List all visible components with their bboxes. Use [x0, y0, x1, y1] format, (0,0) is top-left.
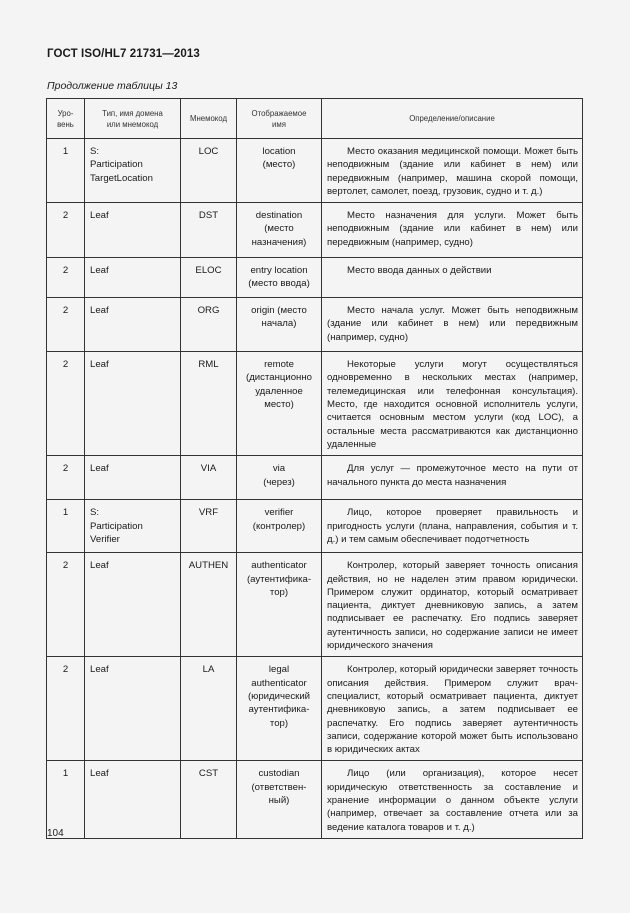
cell-type: Leaf [85, 352, 181, 456]
cell-display-name: via (через) [237, 456, 322, 500]
table-caption: Продолжение таблицы 13 [47, 80, 178, 92]
cell-definition: Место оказания медицинской помощи. Может быть неподвижным (здание или кабинет в нем) или передвижным (например, машина скорой помощи, вертолет, самолет, поезд, грузовик, судно и т. д.) [322, 139, 583, 203]
table-row [47, 456, 583, 500]
cell-display-name: authenticator (аутентифика- тор) [237, 553, 322, 657]
cell-type: Leaf [85, 456, 181, 500]
cell-definition: Место начала услуг. Может быть неподвижным (здание или кабинет в нем) или передвижным (например, судно) [322, 298, 583, 352]
cell-mnemonic: VRF [181, 500, 237, 553]
cell-definition: Место назначения для услуги. Может быть неподвижным (здание или кабинет в нем) или передвижным (например, судно) [322, 203, 583, 258]
cell-level: 2 [47, 203, 85, 258]
cell-definition: Место ввода данных о действии [322, 258, 583, 298]
header-mnemonic: Мнемокод [181, 99, 237, 139]
table-row [47, 500, 583, 553]
cell-definition: Для услуг — промежуточное место на пути от начального пункта до места назначения [322, 456, 583, 500]
cell-level: 1 [47, 139, 85, 203]
cell-display-name: location (место) [237, 139, 322, 203]
cell-mnemonic: CST [181, 761, 237, 838]
table-row [47, 761, 583, 838]
codes-table [46, 98, 583, 839]
cell-type: Leaf [85, 298, 181, 352]
table-row [47, 352, 583, 456]
header-definition: Определение/описание [322, 99, 583, 139]
cell-mnemonic: VIA [181, 456, 237, 500]
cell-display-name: custodian (ответствен- ный) [237, 761, 322, 838]
cell-definition: Лицо, которое проверяет правильность и пригодность услуги (плана, направления, события и т. д.) и тем самым обеспечивает подотчетность [322, 500, 583, 553]
table-row [47, 203, 583, 258]
header-display-name: Отображаемое имя [237, 99, 322, 139]
cell-level: 2 [47, 456, 85, 500]
cell-type: Leaf [85, 258, 181, 298]
cell-level: 1 [47, 761, 85, 838]
cell-mnemonic: LOC [181, 139, 237, 203]
header-level: Уро- вень [47, 99, 85, 139]
table-row [47, 657, 583, 761]
cell-definition: Контролер, который заверяет точность описания действия, но не наделен этим правом юридически. Примером служит ординатор, который осматривает пациента, диктует дневниковую запись, а затем подписывает ее распечатку. Его подпись заверяет аутентичность записи, но содержание записи не имеет юридического значения [322, 553, 583, 657]
cell-type: Leaf [85, 761, 181, 838]
cell-display-name: verifier (контролер) [237, 500, 322, 553]
cell-type: Leaf [85, 657, 181, 761]
page-number: 104 [47, 828, 64, 839]
cell-level: 1 [47, 500, 85, 553]
cell-level: 2 [47, 258, 85, 298]
table-row [47, 553, 583, 657]
cell-level: 2 [47, 657, 85, 761]
cell-level: 2 [47, 298, 85, 352]
cell-mnemonic: AUTHEN [181, 553, 237, 657]
cell-definition: Контролер, который юридически заверяет точность описания действия. Примером служит врач-специалист, который осматривает пациента, диктует дневниковую запись, а затем подписывает ее распечатку. Его подпись заверяет аутентичность записи, содержание которой может быть использовано в юридических актах [322, 657, 583, 761]
cell-display-name: origin (место начала) [237, 298, 322, 352]
document-header: ГОСТ ISO/HL7 21731—2013 [47, 48, 200, 60]
table-row [47, 298, 583, 352]
header-type: Тип, имя домена или мнемокод [85, 99, 181, 139]
cell-mnemonic: LA [181, 657, 237, 761]
cell-level: 2 [47, 553, 85, 657]
cell-type: Leaf [85, 203, 181, 258]
cell-mnemonic: ELOC [181, 258, 237, 298]
cell-type: Leaf [85, 553, 181, 657]
table-row [47, 258, 583, 298]
cell-type: S: Participation TargetLocation [85, 139, 181, 203]
cell-definition: Некоторые услуги могут осуществляться одновременно в нескольких местах (например, телемедицинская или телефонная консультация). Место, где находится основной исполнитель услуги, считается основным местом услуги (код LOC), а остальные места рассматриваются как дистанционно удаленные [322, 352, 583, 456]
cell-type: S: Participation Verifier [85, 500, 181, 553]
cell-display-name: entry location (место ввода) [237, 258, 322, 298]
cell-mnemonic: RML [181, 352, 237, 456]
table-row [47, 139, 583, 203]
table-body [47, 139, 583, 839]
cell-definition: Лицо (или организация), которое несет юридическую ответственность за составление и хранение информации о данном объекте услуги (например, отвечает за составление отчета или за ведение каталога товаров и т. д.) [322, 761, 583, 838]
cell-display-name: destination (место назначения) [237, 203, 322, 258]
cell-display-name: legal authenticator (юридический аутентифика- тор) [237, 657, 322, 761]
cell-mnemonic: DST [181, 203, 237, 258]
cell-mnemonic: ORG [181, 298, 237, 352]
table-header-row [47, 99, 583, 139]
cell-display-name: remote (дистанционно удаленное место) [237, 352, 322, 456]
cell-level: 2 [47, 352, 85, 456]
